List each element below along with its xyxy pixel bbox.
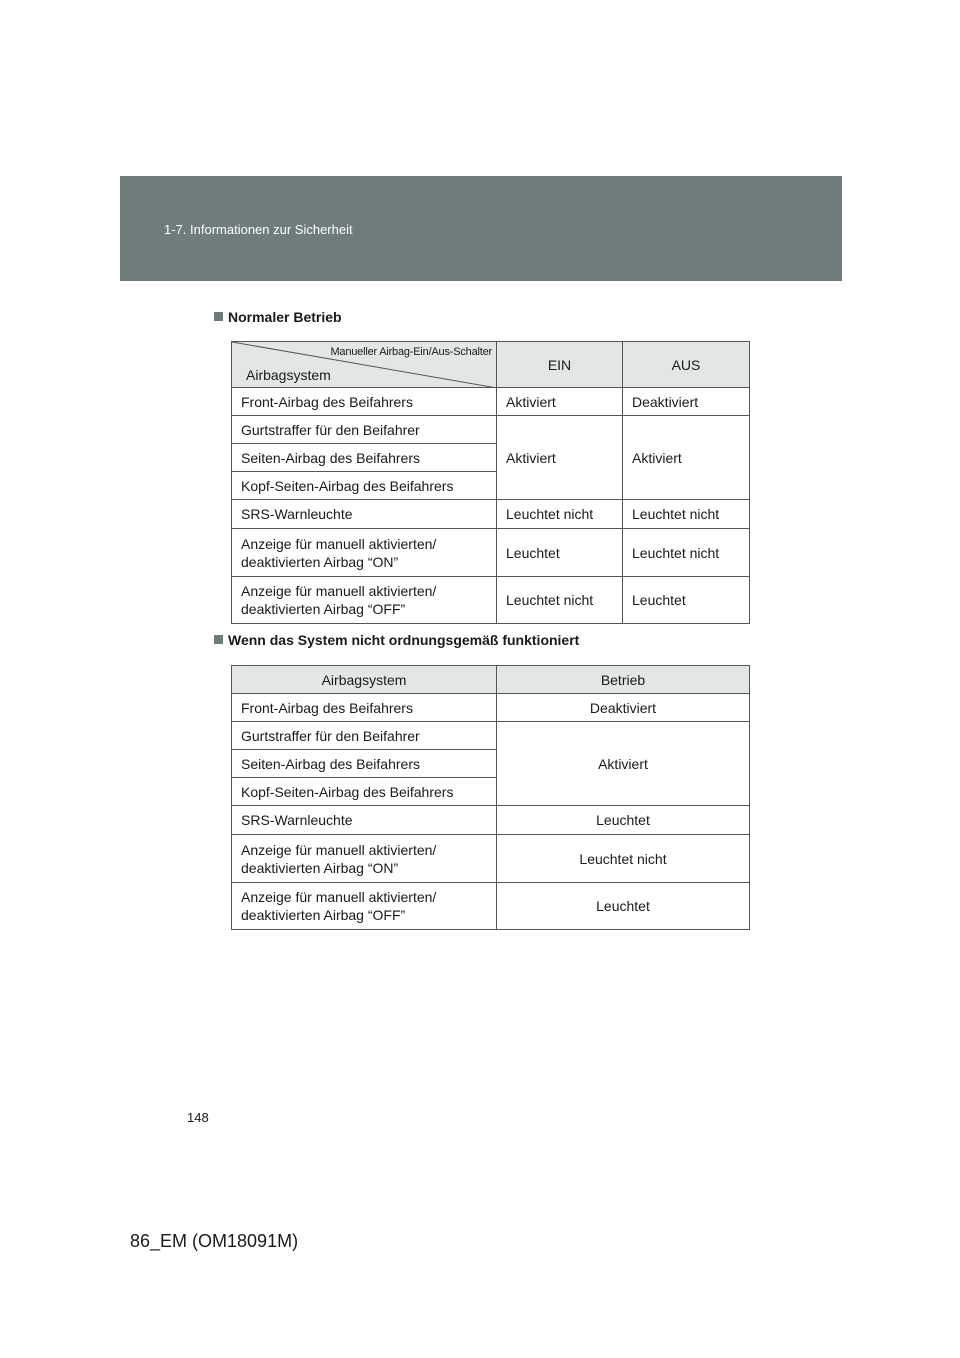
value-betrieb: Leuchtet bbox=[497, 883, 750, 930]
chapter-header-bar bbox=[120, 176, 842, 281]
table-row bbox=[232, 694, 750, 722]
value-betrieb: Deaktiviert bbox=[497, 694, 750, 722]
diagonal-header-cell bbox=[232, 342, 497, 388]
row-label: Anzeige für manuell aktivierten/ deaktivierten Airbag “OFF” bbox=[232, 577, 497, 624]
row-label: SRS-Warnleuchte bbox=[232, 500, 497, 529]
chapter-title: 1-7. Informationen zur Sicherheit bbox=[164, 222, 353, 237]
row-label: Front-Airbag des Beifahrers bbox=[232, 694, 497, 722]
row-label: Kopf-Seiten-Airbag des Beifahrers bbox=[232, 778, 497, 806]
header-ein: EIN bbox=[497, 342, 623, 388]
table-row bbox=[232, 577, 750, 624]
table-row bbox=[232, 835, 750, 883]
row-label: Kopf-Seiten-Airbag des Beifahrers bbox=[232, 472, 497, 500]
row-label: SRS-Warnleuchte bbox=[232, 806, 497, 835]
table-row bbox=[232, 416, 750, 444]
header-switch-label: Manueller Airbag-Ein/Aus-Schalter bbox=[330, 346, 492, 358]
table-row bbox=[232, 722, 750, 750]
table-header-row bbox=[232, 666, 750, 694]
row-label: Anzeige für manuell aktivierten/ deaktivierten Airbag “ON” bbox=[232, 835, 497, 883]
section-title-normal-operation: Normaler Betrieb bbox=[214, 309, 342, 325]
table-row bbox=[232, 883, 750, 930]
header-betrieb: Betrieb bbox=[497, 666, 750, 694]
value-ein: Leuchtet nicht bbox=[497, 577, 623, 624]
square-bullet-icon bbox=[214, 635, 223, 644]
value-aus: Deaktiviert bbox=[623, 388, 750, 416]
row-label: Anzeige für manuell aktivierten/ deaktivierten Airbag “ON” bbox=[232, 529, 497, 577]
row-label: Front-Airbag des Beifahrers bbox=[232, 388, 497, 416]
normal-operation-table bbox=[231, 341, 750, 624]
square-bullet-icon bbox=[214, 312, 223, 321]
header-aus: AUS bbox=[623, 342, 750, 388]
value-aus: Leuchtet bbox=[623, 577, 750, 624]
header-system-label: Airbagsystem bbox=[246, 367, 331, 383]
row-label: Seiten-Airbag des Beifahrers bbox=[232, 444, 497, 472]
row-label: Gurtstraffer für den Beifahrer bbox=[232, 722, 497, 750]
page-number: 148 bbox=[187, 1110, 209, 1125]
value-ein: Leuchtet bbox=[497, 529, 623, 577]
value-aus: Aktiviert bbox=[623, 416, 750, 500]
section-title-malfunction: Wenn das System nicht ordnungsgemäß funktioniert bbox=[214, 632, 579, 648]
value-aus: Leuchtet nicht bbox=[623, 529, 750, 577]
header-airbagsystem: Airbagsystem bbox=[232, 666, 497, 694]
table-row bbox=[232, 388, 750, 416]
table-row bbox=[232, 500, 750, 529]
value-ein: Leuchtet nicht bbox=[497, 500, 623, 529]
table-row bbox=[232, 806, 750, 835]
table-row bbox=[232, 529, 750, 577]
value-ein: Aktiviert bbox=[497, 388, 623, 416]
row-label: Anzeige für manuell aktivierten/ deaktivierten Airbag “OFF” bbox=[232, 883, 497, 930]
value-aus: Leuchtet nicht bbox=[623, 500, 750, 529]
value-ein: Aktiviert bbox=[497, 416, 623, 500]
value-betrieb: Leuchtet bbox=[497, 806, 750, 835]
value-betrieb: Aktiviert bbox=[497, 722, 750, 806]
row-label: Gurtstraffer für den Beifahrer bbox=[232, 416, 497, 444]
table-header-row bbox=[232, 342, 750, 388]
document-code: 86_EM (OM18091M) bbox=[130, 1231, 299, 1251]
row-label: Seiten-Airbag des Beifahrers bbox=[232, 750, 497, 778]
value-betrieb: Leuchtet nicht bbox=[497, 835, 750, 883]
malfunction-table bbox=[231, 665, 750, 930]
